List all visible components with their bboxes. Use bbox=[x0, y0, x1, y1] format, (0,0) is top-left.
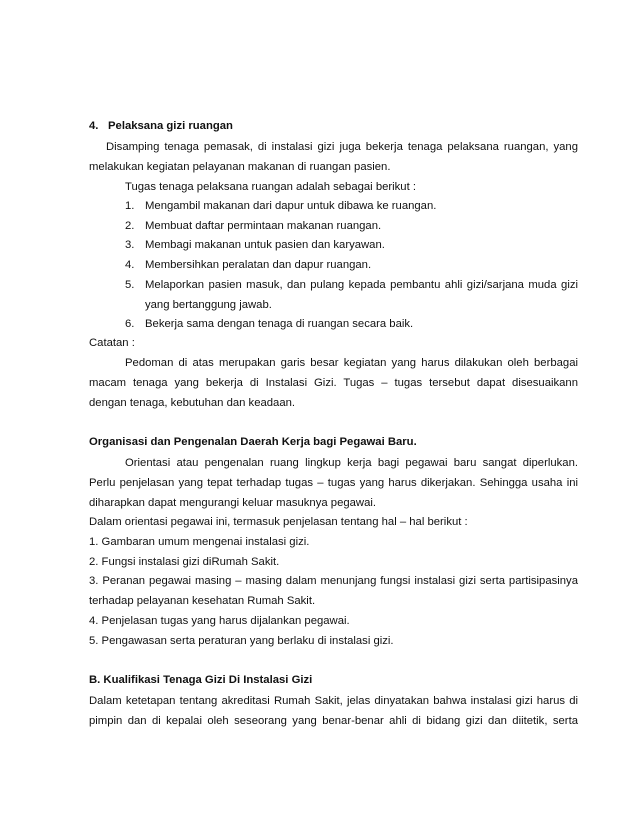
orientation-item: 5. Pengawasan serta peraturan yang berlaku di instalasi gizi. bbox=[89, 635, 394, 647]
list-item-number: 1. bbox=[125, 200, 135, 212]
organisasi-paragraph-line: Orientasi atau pengenalan ruang lingkup kerja bagi pegawai baru sangat diperlukan. bbox=[125, 457, 578, 469]
list-item: Bekerja sama dengan tenaga di ruangan secara baik. bbox=[145, 318, 414, 330]
list-item: Mengambil makanan dari dapur untuk dibawa ke ruangan. bbox=[145, 200, 437, 212]
section-4-paragraph-line: Disamping tenaga pemasak, di instalasi gizi juga bekerja tenaga pelaksana ruangan, yang bbox=[106, 141, 578, 153]
list-item-number: 3. bbox=[125, 239, 135, 251]
orientation-item: 2. Fungsi instalasi gizi diRumah Sakit. bbox=[89, 556, 280, 568]
list-item: Membagi makanan untuk pasien dan karyawan. bbox=[145, 239, 385, 251]
orientation-intro: Dalam orientasi pegawai ini, termasuk penjelasan tentang hal – hal berikut : bbox=[89, 516, 468, 528]
list-item: Membuat daftar permintaan makanan ruangan. bbox=[145, 220, 382, 232]
section-b-heading: B. Kualifikasi Tenaga Gizi Di Instalasi Gizi bbox=[89, 674, 313, 686]
orientation-item: 1. Gambaran umum mengenai instalasi gizi. bbox=[89, 536, 310, 548]
note-label: Catatan : bbox=[89, 337, 135, 349]
list-item-number: 4. bbox=[125, 259, 135, 271]
list-item-continuation: yang bertanggung jawab. bbox=[145, 299, 272, 311]
list-item-number: 2. bbox=[125, 220, 135, 232]
section-b-paragraph-line: Dalam ketetapan tentang akreditasi Rumah Sakit, jelas dinyatakan bahwa instalasi gizi harus di bbox=[89, 695, 578, 707]
list-item: Melaporkan pasien masuk, dan pulang kepada pembantu ahli gizi/sarjana muda gizi bbox=[145, 279, 578, 291]
note-paragraph-line: Pedoman di atas merupakan garis besar kegiatan yang harus dilakukan oleh berbagai bbox=[125, 357, 578, 369]
organisasi-paragraph-line: Perlu penjelasan yang tepat terhadap tugas – tugas yang harus dikerjakan. Sehingga usaha ini bbox=[89, 477, 578, 489]
section-4-paragraph-line: melakukan kegiatan pelayanan makanan di ruangan pasien. bbox=[89, 161, 391, 173]
list-item: Membersihkan peralatan dan dapur ruangan. bbox=[145, 259, 372, 271]
section-b-paragraph-line: pimpin dan di kepalai oleh seseorang yang benar-benar ahli di bidang gizi dan diitetik, serta bbox=[89, 715, 578, 727]
section-4-number: 4. bbox=[89, 120, 99, 132]
tasks-intro: Tugas tenaga pelaksana ruangan adalah sebagai berikut : bbox=[125, 181, 417, 193]
orientation-item: 3. Peranan pegawai masing – masing dalam menunjang fungsi instalasi gizi serta partisipasinya bbox=[89, 575, 578, 587]
section-4-title: Pelaksana gizi ruangan bbox=[108, 120, 233, 132]
organisasi-paragraph-line: diharapkan dapat mengurangi keluar masuknya pegawai. bbox=[89, 497, 377, 509]
note-paragraph-line: macam tenaga yang bekerja di Instalasi Gizi. Tugas – tugas tersebut dapat disesuaikann bbox=[89, 377, 578, 389]
orientation-item-continuation: terhadap pelayanan kesehatan Rumah Sakit. bbox=[89, 595, 316, 607]
note-paragraph-line: dengan tenaga, kebutuhan dan keadaan. bbox=[89, 397, 296, 409]
list-item-number: 6. bbox=[125, 318, 135, 330]
orientation-item: 4. Penjelasan tugas yang harus dijalankan pegawai. bbox=[89, 615, 350, 627]
organisasi-heading: Organisasi dan Pengenalan Daerah Kerja bagi Pegawai Baru. bbox=[89, 436, 417, 448]
list-item-number: 5. bbox=[125, 279, 135, 291]
